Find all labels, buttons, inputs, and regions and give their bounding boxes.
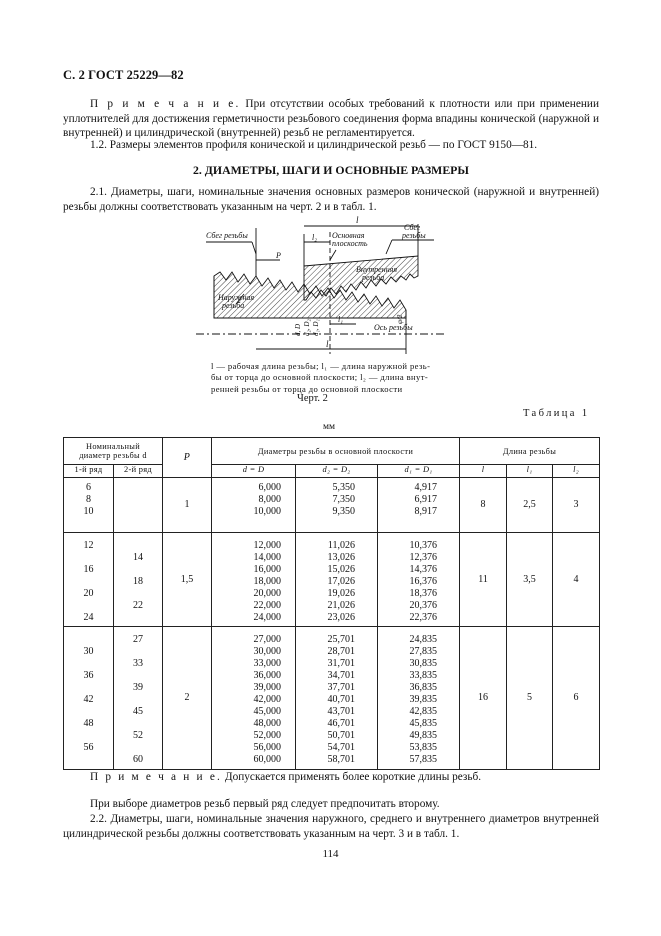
cell-row1-value	[64, 706, 113, 718]
cell-d-value: 60,000	[253, 754, 282, 765]
cell-d-value: 12,000	[253, 540, 282, 551]
cell-row2-value: 18	[133, 576, 143, 587]
cell-row1-value	[64, 600, 113, 612]
cell-d-value: 27,000	[253, 634, 282, 645]
table-note	[90, 771, 481, 783]
table-note-text: Допускается применять более короткие длины резьб.	[222, 771, 482, 783]
cell-d1-value: 20,376	[409, 600, 438, 611]
cell-d-value: 20,000	[253, 588, 282, 599]
cell-d-value: 10,000	[253, 506, 282, 517]
cell-d	[212, 627, 296, 770]
cell-row1	[64, 478, 114, 533]
table-row	[64, 533, 600, 627]
cell-d2-value: 15,026	[327, 564, 356, 575]
cell-d1-value: 27,835	[409, 646, 438, 657]
dimension-l-top: l	[356, 215, 359, 225]
cell-row2-value: 60	[133, 754, 143, 765]
note-paragraph	[63, 97, 599, 141]
cell-row1-value	[64, 576, 113, 588]
cell-d	[212, 478, 296, 533]
cell-pitch	[163, 627, 212, 770]
cell-row1-value: 48	[83, 718, 94, 729]
cell-l2-value: 3	[573, 499, 579, 510]
cell-row2-value: 33	[133, 658, 143, 669]
cell-d-value: 30,000	[253, 646, 282, 657]
cell-pitch-value: 1	[184, 499, 190, 510]
cell-d1-value: 49,835	[409, 730, 438, 741]
paragraph-1-2: 1.2. Размеры элементов профиля конической и цилиндрической резьб — по ГОСТ 9150—81.	[90, 139, 538, 151]
cell-l2-value: 4	[573, 573, 579, 585]
cell-row1-value	[64, 730, 113, 742]
cell-l2-value: 6	[573, 692, 579, 703]
header-row1: 1-й ряд	[64, 465, 114, 478]
cell-row1-value	[64, 552, 113, 564]
cell-row2-value: 45	[133, 706, 143, 717]
cell-d2-value: 13,026	[327, 552, 356, 563]
cell-d-value: 16,000	[253, 564, 282, 575]
cell-d2-value: 7,350	[332, 494, 356, 505]
paragraph-series: При выборе диаметров резьб первый ряд следует предпочитать второму.	[90, 798, 440, 810]
header-d2: d₂ = D₂	[296, 465, 378, 478]
cell-d2	[296, 533, 378, 627]
dimension-l2: l₂	[312, 233, 318, 242]
cell-row1-value: 24	[83, 612, 94, 623]
header-d: d = D	[212, 465, 296, 478]
cell-row2-value	[114, 694, 162, 706]
header-row2: 2-й ряд	[114, 465, 163, 478]
cell-d1-value: 10,376	[409, 540, 438, 551]
cell-row2-value	[114, 506, 162, 518]
cell-l2	[553, 478, 600, 533]
table-note-label: П р и м е ч а н и е.	[90, 771, 223, 783]
cell-row2-value	[114, 482, 162, 494]
cell-row1-value	[64, 682, 113, 694]
cell-row2-value	[114, 670, 162, 682]
header-length: Длина резьбы	[460, 438, 600, 465]
cell-row1-value: 16	[83, 564, 94, 575]
caption-line-1: l — рабочая длина резьбы; l₁ — длина наружной резь-	[211, 361, 431, 371]
cell-d2-value: 43,701	[327, 706, 356, 717]
cell-row2-value	[114, 718, 162, 730]
cell-row1-value	[64, 658, 113, 670]
cell-d1	[378, 533, 460, 627]
cell-row1-value: 10	[83, 506, 94, 517]
page-header: С. 2 ГОСТ 25229—82	[63, 68, 184, 82]
cell-row1-value	[64, 754, 113, 766]
cell-d-value: 39,000	[253, 682, 282, 693]
cell-row1-value: 36	[83, 670, 94, 681]
cell-row1-value: 6	[86, 482, 91, 493]
figure-label: Черт. 2	[297, 393, 328, 404]
cell-d-value: 56,000	[253, 742, 282, 753]
cell-d1-value: 42,835	[409, 706, 438, 717]
cell-row2-value	[114, 612, 162, 624]
cell-l2	[553, 533, 600, 627]
header-diameters: Диаметры резьбы в основной плоскости	[212, 438, 460, 465]
cell-d1-value: 57,835	[409, 754, 438, 765]
cell-d2-value: 19,026	[327, 588, 356, 599]
header-l1: l₁	[507, 465, 553, 478]
cell-d1-value: 8,917	[414, 506, 438, 517]
cell-d-value: 6,000	[258, 482, 282, 493]
cell-d1-value: 16,376	[409, 576, 438, 587]
cell-d1-value: 39,835	[409, 694, 438, 705]
cell-d1-value: 6,917	[414, 494, 438, 505]
cell-d2	[296, 627, 378, 770]
cell-d2-value: 46,701	[327, 718, 356, 729]
cell-row1-value: 12	[83, 540, 94, 551]
cell-row1-value: 42	[83, 694, 94, 705]
cell-d-value: 33,000	[253, 658, 282, 669]
cell-l	[460, 478, 507, 533]
cell-d1-value: 33,835	[409, 670, 438, 681]
cell-d1-value: 36,835	[409, 682, 438, 693]
cell-d-value: 45,000	[253, 706, 282, 717]
cell-row2-value	[114, 564, 162, 576]
cell-d-value: 24,000	[253, 612, 282, 623]
cell-d-value: 52,000	[253, 730, 282, 741]
cell-l-value: 11	[478, 573, 488, 585]
cell-d1-value: 45,835	[409, 718, 438, 729]
cell-l1	[507, 533, 553, 627]
cell-d2-value: 31,701	[327, 658, 356, 669]
cell-d-value: 48,000	[253, 718, 282, 729]
cell-row2-value	[114, 494, 162, 506]
cell-d1	[378, 478, 460, 533]
external-thread-label-1: Наружная	[218, 293, 255, 302]
page-number: 114	[322, 848, 339, 860]
axis-label: Ось резьбы	[374, 323, 413, 332]
cell-row2	[114, 478, 163, 533]
header-l: l	[460, 465, 507, 478]
cell-pitch	[163, 478, 212, 533]
cell-d2-value: 23,026	[327, 612, 356, 623]
external-thread-label-2: резьба	[222, 301, 245, 310]
cell-l1	[507, 627, 553, 770]
thread-table	[63, 437, 600, 770]
cell-d2-value: 34,701	[327, 670, 356, 681]
cell-row1-value: 20	[83, 588, 94, 599]
note-text: При отсутствии особых требований к плотности или при применении уплотнителей для достижения герметичности резьбового соединения форма впадины конической (наружной и внутренней) и цилиндрической (внутренней) резьб не регламентируется.	[63, 98, 599, 139]
cell-d2-value: 21,026	[327, 600, 356, 611]
cell-d2-value: 5,350	[332, 482, 356, 493]
cell-d	[212, 533, 296, 627]
cell-d1-value: 22,376	[409, 612, 438, 623]
cell-row2-value	[114, 742, 162, 754]
cell-l1	[507, 478, 553, 533]
cell-row1-value: 56	[83, 742, 94, 753]
diameter-d1-label: d₁, D₁	[312, 319, 320, 336]
section-title: 2. ДИАМЕТРЫ, ШАГИ И ОСНОВНЫЕ РАЗМЕРЫ	[193, 163, 469, 177]
cell-pitch-value: 1,5	[180, 573, 194, 585]
caption-line-2: бы от торца до основной плоскости; l₂ — длина внут-	[211, 372, 429, 383]
cell-l1-value: 2,5	[523, 499, 536, 510]
cell-row2-value	[114, 646, 162, 658]
cell-row2-value: 14	[133, 552, 143, 563]
paragraph-2-2: 2.2. Диаметры, шаги, номинальные значения наружного, среднего и внутреннего диаметров внутренней цилиндрической резьбы должны соответствовать указанным на черт. 3 и в табл. 1.	[63, 813, 599, 840]
paragraph-2-1: 2.1. Диаметры, шаги, номинальные значения основных размеров конической (наружной и внутренней) резьбы должны соответствовать указанным на черт. 2 и в табл. 1.	[63, 186, 599, 213]
cell-d2-value: 58,701	[327, 754, 356, 765]
cell-row2-value: 39	[133, 682, 143, 693]
cell-d2-value: 40,701	[327, 694, 356, 705]
runout-label-right-1: Сбег	[404, 223, 421, 232]
dimension-l1: l₁	[338, 315, 344, 324]
cell-d-value: 8,000	[258, 494, 282, 505]
cell-l-value: 16	[478, 692, 489, 703]
runout-label-left: Сбег резьбы	[206, 231, 248, 240]
cell-d-value: 36,000	[253, 670, 282, 681]
cell-d-value: 22,000	[253, 600, 282, 611]
runout-label-right-2: резьбы	[402, 231, 426, 240]
cell-l1-value: 5	[527, 692, 533, 703]
units-label: мм	[323, 422, 336, 432]
header-d1: d₁ = D₁	[378, 465, 460, 478]
cell-d1-value: 12,376	[409, 552, 438, 563]
basic-plane-label-1: Основная	[332, 231, 365, 240]
header-pitch: P	[163, 438, 212, 478]
diameter-d2-label: d₂, D₂	[303, 319, 311, 336]
cell-d2-value: 9,350	[332, 506, 356, 517]
dimension-p: P	[276, 251, 281, 260]
figure-caption	[211, 361, 451, 395]
cell-row2-value: 27	[133, 634, 143, 645]
cell-row1-value: 30	[83, 646, 94, 657]
table-row	[64, 478, 600, 533]
cell-l2	[553, 627, 600, 770]
cell-d2-value: 17,026	[327, 576, 356, 587]
cell-d2-value: 11,026	[327, 540, 356, 551]
cell-l-value: 8	[480, 499, 486, 510]
cell-d1	[378, 627, 460, 770]
cell-l	[460, 533, 507, 627]
cell-d1-value: 30,835	[409, 658, 438, 669]
cell-row2-value	[114, 588, 162, 600]
diameter-d-label: d, D	[294, 323, 302, 336]
cell-row2	[114, 533, 163, 627]
cell-d-value: 18,000	[253, 576, 282, 587]
internal-thread-label-2: резьба	[362, 273, 385, 282]
dimension-l-bottom: l	[326, 339, 329, 349]
cell-d1-value: 24,835	[409, 634, 438, 645]
cell-d2-value: 50,701	[327, 730, 356, 741]
cell-d-value: 42,000	[253, 694, 282, 705]
header-nominal: Номинальный диаметр резьбы d	[64, 438, 163, 465]
note-label: П р и м е ч а н и е.	[90, 98, 241, 110]
header-l2: l₂	[553, 465, 600, 478]
cell-d2-value: 28,701	[327, 646, 356, 657]
cell-row1	[64, 627, 114, 770]
cell-l	[460, 627, 507, 770]
cell-d2-value: 37,701	[327, 682, 356, 693]
cell-d1-value: 14,376	[409, 564, 438, 575]
cell-d2-value: 25,701	[327, 634, 356, 645]
cell-l1-value: 3,5	[523, 573, 536, 585]
caption-line-3: ренней резьбы от торца до основной плоскости	[211, 383, 403, 394]
cell-row1-value: 8	[86, 494, 91, 505]
cell-row2	[114, 627, 163, 770]
cell-d2-value: 54,701	[327, 742, 356, 753]
cell-row1-value	[64, 634, 113, 646]
cell-row2-value: 22	[133, 600, 143, 611]
cell-pitch-value: 2	[184, 692, 190, 703]
internal-thread-label-1: Внутренняя	[356, 265, 398, 274]
cell-row2-value	[114, 540, 162, 552]
table-row	[64, 627, 600, 770]
cell-d2	[296, 478, 378, 533]
cell-row2-value: 52	[133, 730, 143, 741]
cell-pitch	[163, 533, 212, 627]
thread-drawing	[196, 214, 446, 359]
table-label: Таблица 1	[523, 408, 590, 419]
cell-d1-value: 4,917	[414, 482, 438, 493]
cell-row1	[64, 533, 114, 627]
cell-d-value: 14,000	[253, 552, 282, 563]
angle-label: φ/2	[396, 314, 404, 324]
table-body	[64, 478, 600, 770]
cell-d1-value: 53,835	[409, 742, 438, 753]
cell-d1-value: 18,376	[409, 588, 438, 599]
basic-plane-label-2: плоскость	[332, 239, 368, 248]
